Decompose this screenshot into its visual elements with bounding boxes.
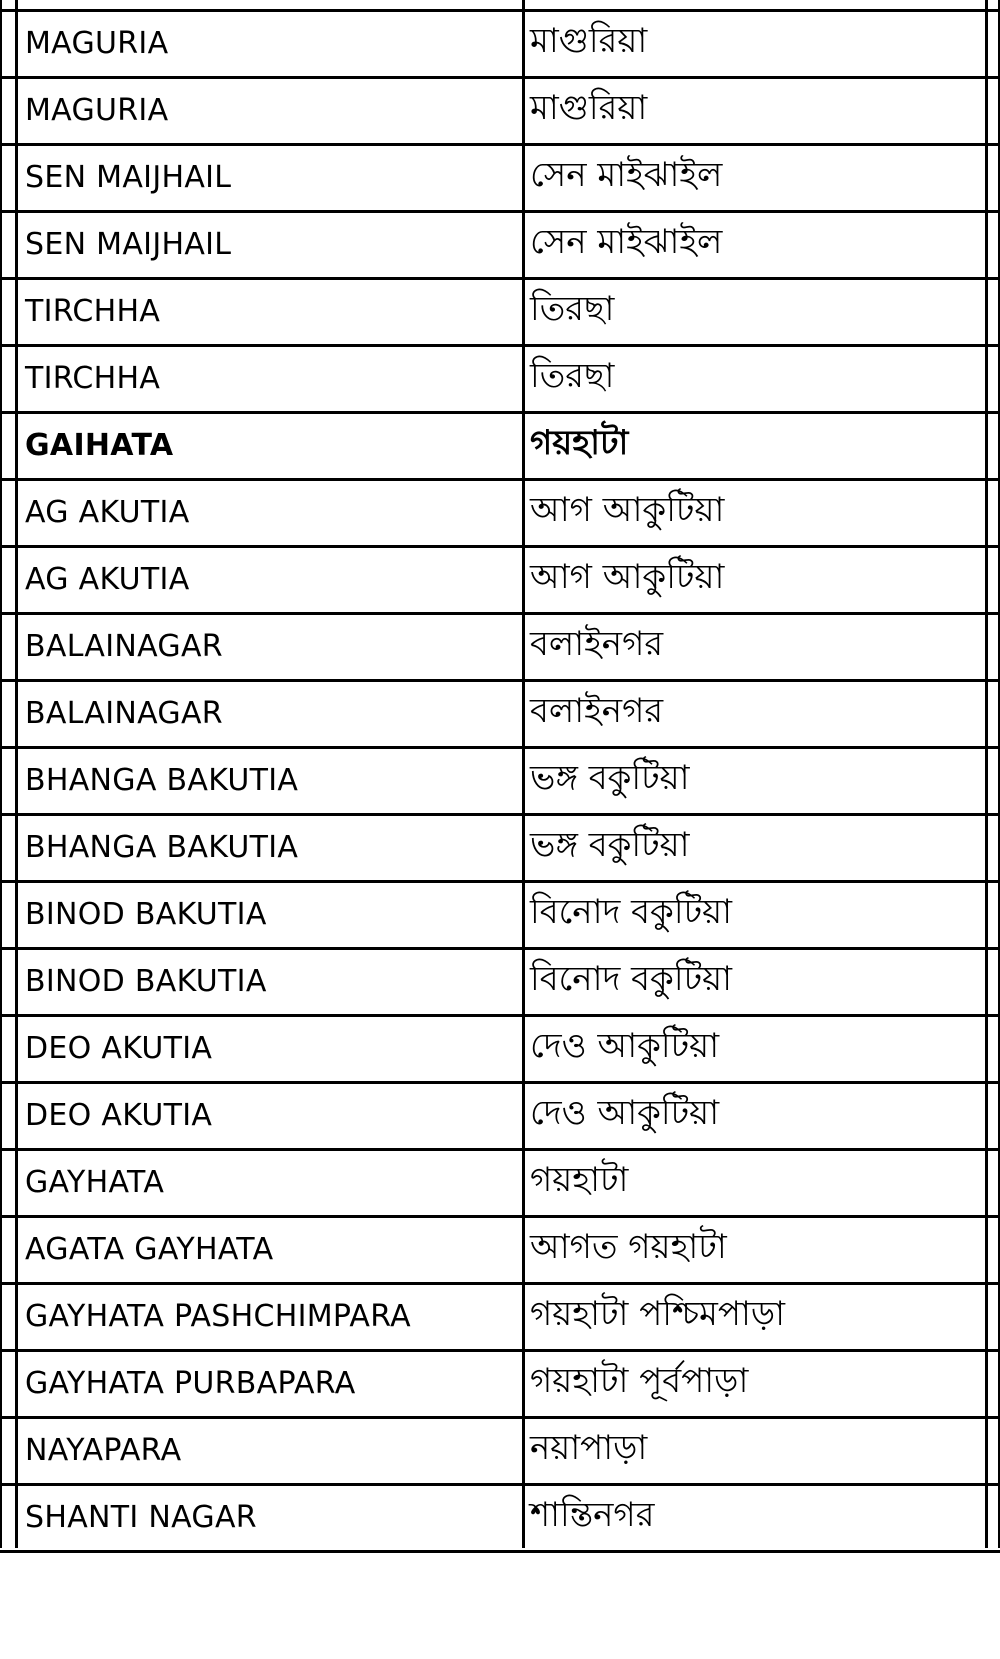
- table-row: [0, 344, 1000, 414]
- table-row: [0, 612, 1000, 682]
- table-row: [0, 9, 1000, 79]
- table-row: [0, 1081, 1000, 1151]
- bengali-name-cell: ভঙ্গ বকুটিয়া: [530, 758, 690, 798]
- english-name-cell: AG AKUTIA: [25, 495, 190, 530]
- table-row: [0, 813, 1000, 883]
- english-name-cell: GAYHATA PASHCHIMPARA: [25, 1299, 411, 1334]
- bengali-name-cell: সেন মাইঝাইল: [530, 222, 723, 262]
- bengali-name-cell: আগ আকুটিয়া: [530, 490, 725, 530]
- english-name-cell: BINOD BAKUTIA: [25, 964, 267, 999]
- english-name-cell: BHANGA BAKUTIA: [25, 763, 299, 798]
- bengali-name-cell: আগ আকুটিয়া: [530, 557, 725, 597]
- english-name-cell: SEN MAIJHAIL: [25, 227, 232, 262]
- english-name-cell: DEO AKUTIA: [25, 1098, 213, 1133]
- bengali-name-cell: মাগুরিয়া: [530, 21, 648, 61]
- table-row: [0, 277, 1000, 347]
- table-row: [0, 411, 1000, 481]
- english-name-cell: BHANGA BAKUTIA: [25, 830, 299, 865]
- bengali-name-cell: দেও আকুটিয়া: [530, 1093, 720, 1133]
- bengali-name-cell: দেও আকুটিয়া: [530, 1026, 720, 1066]
- bengali-name-cell: গয়হাটা পূর্বপাড়া: [530, 1361, 749, 1401]
- english-name-cell: MAGURIA: [25, 26, 169, 61]
- english-name-cell: NAYAPARA: [25, 1433, 182, 1468]
- bengali-name-cell: গয়হাটা: [530, 1160, 629, 1200]
- table-border-left: [15, 0, 18, 1548]
- table-row: [0, 143, 1000, 213]
- english-name-cell: AGATA GAYHATA: [25, 1232, 274, 1267]
- table-border-left-outer: [0, 0, 2, 1548]
- bengali-name-cell: নয়াপাড়া: [530, 1428, 648, 1468]
- table-row: [0, 746, 1000, 816]
- bengali-name-cell: বলাইনগর: [530, 691, 664, 731]
- bengali-name-cell: গয়হাটা: [530, 423, 629, 463]
- english-name-cell: GAYHATA: [25, 1165, 165, 1200]
- table-row: [0, 1014, 1000, 1084]
- bengali-name-cell: শান্তিনগর: [530, 1495, 655, 1535]
- table-row: [0, 76, 1000, 146]
- bengali-name-cell: সেন মাইঝাইল: [530, 155, 723, 195]
- table-row: [0, 1349, 1000, 1419]
- table-row: [0, 1215, 1000, 1285]
- bengali-name-cell: ভঙ্গ বকুটিয়া: [530, 825, 690, 865]
- table-row: [0, 1148, 1000, 1218]
- table-row: [0, 1416, 1000, 1486]
- bengali-name-cell: আগত গয়হাটা: [530, 1227, 727, 1267]
- bengali-name-cell: তিরছা: [530, 289, 615, 329]
- table-row: [0, 1483, 1000, 1553]
- bengali-name-cell: বিনোদ বকুটিয়া: [530, 892, 732, 932]
- table-row: [0, 679, 1000, 749]
- english-name-cell: TIRCHHA: [25, 361, 161, 396]
- english-name-cell: SEN MAIJHAIL: [25, 160, 232, 195]
- english-name-cell: BINOD BAKUTIA: [25, 897, 267, 932]
- bengali-name-cell: তিরছা: [530, 356, 615, 396]
- table-row: [0, 545, 1000, 615]
- table-row: [0, 210, 1000, 280]
- bengali-name-cell: বিনোদ বকুটিয়া: [530, 959, 732, 999]
- table-border-right: [985, 0, 988, 1548]
- table-row: [0, 947, 1000, 1017]
- english-name-cell: BALAINAGAR: [25, 629, 223, 664]
- english-name-cell: MAGURIA: [25, 93, 169, 128]
- table-row: [0, 1282, 1000, 1352]
- column-divider: [522, 0, 525, 1548]
- table-row: [0, 478, 1000, 548]
- english-name-cell: GAYHATA PURBAPARA: [25, 1366, 356, 1401]
- table-row: [0, 880, 1000, 950]
- bengali-name-cell: মাগুরিয়া: [530, 88, 648, 128]
- bengali-name-cell: বলাইনগর: [530, 624, 664, 664]
- english-name-cell: SHANTI NAGAR: [25, 1500, 257, 1535]
- english-name-cell: TIRCHHA: [25, 294, 161, 329]
- english-name-cell: AG AKUTIA: [25, 562, 190, 597]
- english-name-cell: BALAINAGAR: [25, 696, 223, 731]
- english-name-cell: GAIHATA: [25, 428, 174, 463]
- bengali-name-cell: গয়হাটা পশ্চিমপাড়া: [530, 1294, 785, 1334]
- english-name-cell: DEO AKUTIA: [25, 1031, 213, 1066]
